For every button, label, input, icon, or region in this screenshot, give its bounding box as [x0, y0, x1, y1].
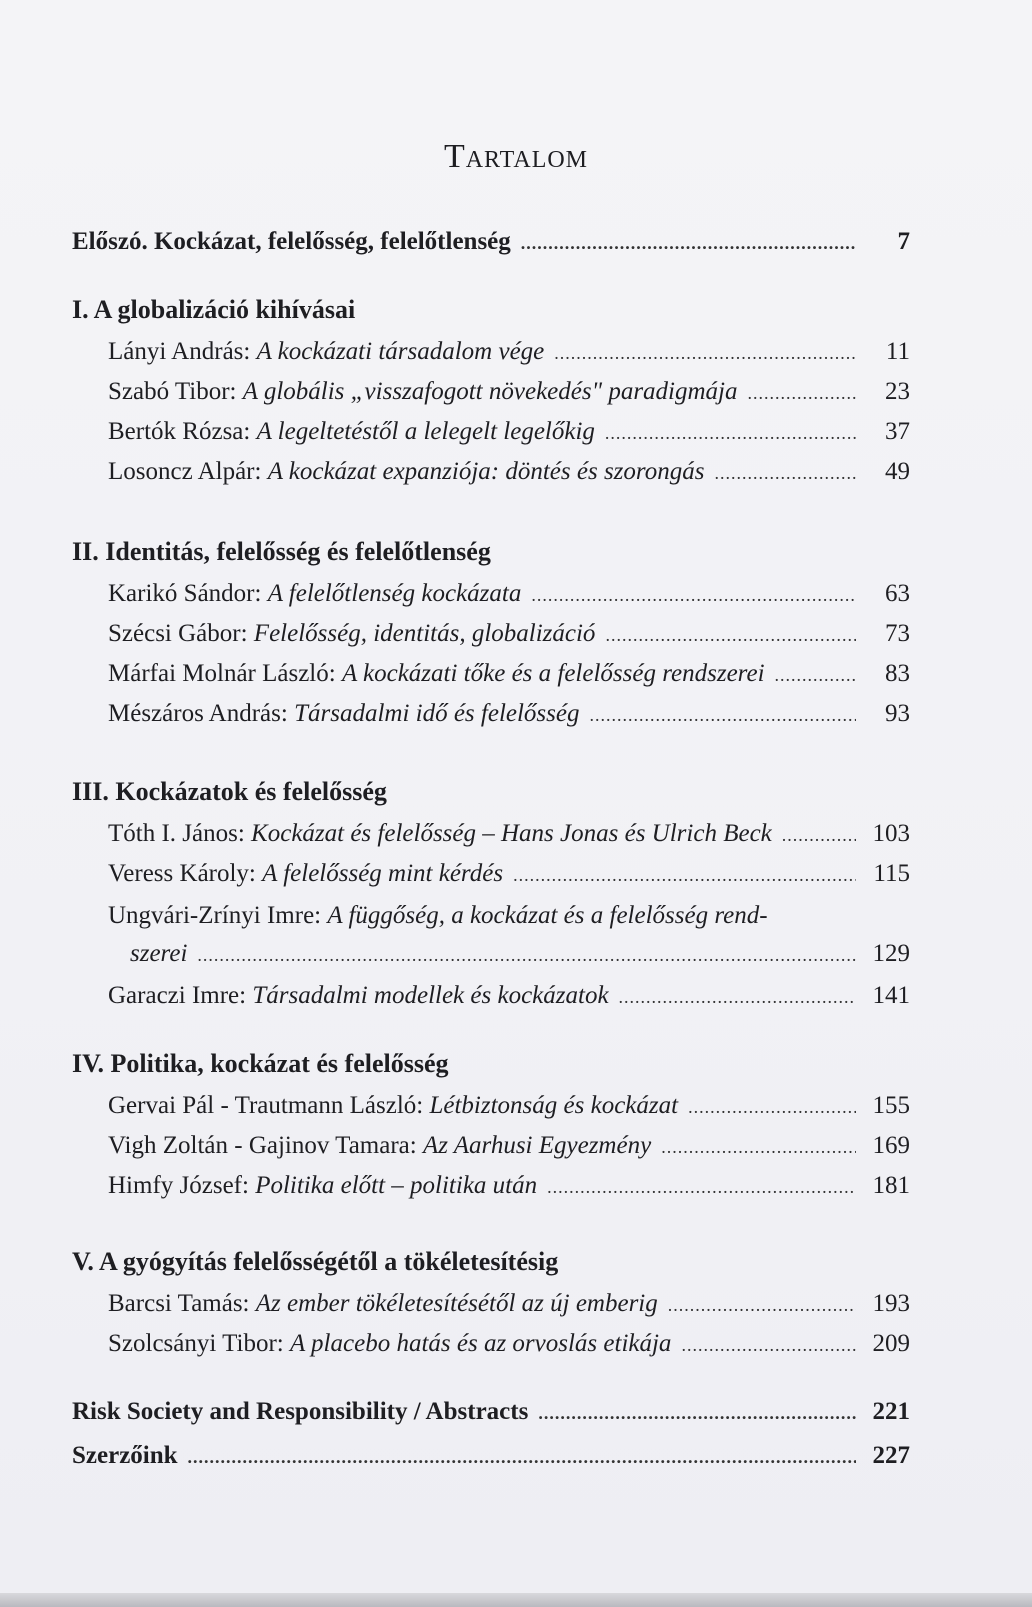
entry-title: A felelőtlenség kockázata — [267, 580, 522, 607]
dot-leader — [661, 1127, 856, 1167]
entry-title-continuation: szerei — [130, 940, 188, 967]
toc-page-number: 93 — [885, 700, 910, 727]
toc-entry — [72, 412, 910, 452]
entry-title: A globális „visszafogott növekedés" paradigmája — [242, 378, 738, 405]
entry-author: Szécsi Gábor: — [108, 620, 248, 647]
entry-title: Politika előtt – politika után — [255, 1172, 538, 1199]
toc-page-number: 103 — [872, 820, 910, 847]
toc-entry — [72, 452, 910, 492]
toc-preface — [72, 222, 910, 262]
entry-title: A legeltetéstől a lelegelt legelőkig — [256, 418, 595, 445]
toc-page-number: 115 — [873, 860, 910, 887]
entry-author: Szabó Tibor: — [108, 378, 237, 405]
dot-leader — [714, 453, 856, 493]
toc-page-number: 83 — [885, 660, 910, 687]
toc-entry — [72, 1324, 910, 1364]
dot-leader — [531, 575, 856, 615]
entry-author: Himfy József: — [108, 1172, 249, 1199]
scan-edge — [0, 1593, 1032, 1607]
toc-entry — [72, 694, 910, 734]
dot-leader — [748, 373, 856, 413]
dot-leader — [688, 1087, 856, 1127]
page-title: Tartalom — [443, 138, 589, 175]
toc-authors — [72, 1436, 910, 1476]
entry-title: Felelősség, identitás, globalizáció — [253, 620, 596, 647]
toc-entry — [72, 1284, 910, 1324]
toc-entry — [72, 814, 910, 854]
entry-author: Tóth I. János: — [108, 820, 245, 847]
dot-leader — [554, 333, 856, 373]
entry-author: Szolcsányi Tibor: — [108, 1330, 284, 1357]
entry-title: A placebo hatás és az orvoslás etikája — [289, 1330, 672, 1357]
dot-leader — [782, 815, 856, 855]
dot-leader — [668, 1285, 856, 1325]
dot-leader — [547, 1167, 856, 1207]
toc-page-number: 155 — [872, 1092, 910, 1119]
section-heading: V. A gyógyítás felelősségétől a tökéletesítésig — [72, 1247, 559, 1276]
toc-page-number: 181 — [872, 1172, 910, 1199]
entry-author: Losoncz Alpár: — [108, 458, 262, 485]
entry-author: Veress Károly: — [108, 860, 256, 887]
entry-author: Garaczi Imre: — [108, 982, 247, 1009]
toc-abstracts — [72, 1392, 910, 1432]
dot-leader — [775, 655, 856, 695]
entry-title: Az Aarhusi Egyezmény — [422, 1132, 652, 1159]
dot-leader — [605, 413, 856, 453]
toc-page-number: 227 — [872, 1442, 910, 1469]
entry-title: Társadalmi idő és felelősség — [294, 700, 580, 727]
dot-leader — [521, 223, 856, 263]
toc-page-number: 221 — [872, 1398, 910, 1425]
section-heading: I. A globalizáció kihívásai — [72, 295, 356, 324]
toc-entry — [72, 372, 910, 412]
toc-entry — [72, 332, 910, 372]
entry-author: Gervai Pál - Trautmann László: — [108, 1092, 424, 1119]
toc-page-number: 73 — [885, 620, 910, 647]
dot-leader — [590, 695, 857, 735]
toc-authors-label: Szerzőink — [72, 1442, 178, 1469]
entry-title: Társadalmi modellek és kockázatok — [252, 982, 609, 1009]
toc-entry — [72, 854, 910, 894]
dot-leader — [619, 977, 856, 1017]
toc-page-number: 169 — [872, 1132, 910, 1159]
entry-title: A függőség, a kockázat és a felelősség rend- — [327, 902, 768, 929]
toc-page-number: 37 — [885, 418, 910, 445]
toc-entry — [72, 614, 910, 654]
toc-page-number: 129 — [872, 940, 910, 967]
toc-page-number: 11 — [885, 338, 910, 365]
toc-page-number: 141 — [872, 982, 910, 1009]
dot-leader — [513, 855, 856, 895]
toc-page-number: 63 — [885, 580, 910, 607]
entry-title: Az ember tökéletesítésétől az új emberig — [255, 1290, 658, 1317]
toc-entry — [72, 574, 910, 614]
entry-author: Mészáros András: — [108, 700, 288, 727]
toc-page-number: 23 — [885, 378, 910, 405]
dot-leader — [188, 1437, 856, 1477]
entry-author: Bertók Rózsa: — [108, 418, 251, 445]
entry-title: Kockázat és felelősség – Hans Jonas és Ulrich Beck — [251, 820, 772, 847]
entry-author: Lányi András: — [108, 338, 251, 365]
dot-leader — [605, 615, 856, 655]
toc-abstracts-label: Risk Society and Responsibility / Abstracts — [72, 1398, 529, 1425]
entry-title: A kockázati társadalom vége — [256, 338, 545, 365]
section-heading: III. Kockázatok és felelősség — [72, 777, 387, 806]
entry-title: A kockázati tőke és a felelősség rendszerei — [341, 660, 765, 687]
toc-page-number: 49 — [885, 458, 910, 485]
entry-title: A kockázat expanziója: döntés és szorongás — [267, 458, 705, 485]
entry-author: Barcsi Tamás: — [108, 1290, 250, 1317]
dot-leader — [538, 1393, 856, 1433]
entry-author: Karikó Sándor: — [108, 580, 262, 607]
entry-title: Létbiztonság és kockázat — [429, 1092, 679, 1119]
toc-page-number: 193 — [872, 1290, 910, 1317]
toc-entry-continuation — [72, 934, 910, 974]
entry-title: A felelősség mint kérdés — [262, 860, 504, 887]
section-heading: IV. Politika, kockázat és felelősség — [72, 1049, 449, 1078]
toc-preface-label: Előszó. Kockázat, felelősség, felelőtlenség — [72, 228, 511, 255]
entry-author: Ungvári-Zrínyi Imre: — [108, 902, 322, 929]
toc-entry — [72, 1126, 910, 1166]
toc-entry-first-line — [108, 896, 768, 936]
entry-author: Márfai Molnár László: — [108, 660, 336, 687]
toc-page-number: 7 — [897, 228, 910, 255]
toc-entry — [72, 1166, 910, 1206]
toc-entry — [72, 1086, 910, 1126]
section-heading: II. Identitás, felelősség és felelőtlenség — [72, 537, 491, 566]
toc-entry — [72, 654, 910, 694]
entry-author: Vigh Zoltán - Gajinov Tamara: — [108, 1132, 417, 1159]
toc-page-number: 209 — [872, 1330, 910, 1357]
dot-leader — [681, 1325, 856, 1365]
dot-leader — [197, 935, 856, 975]
toc-entry — [72, 976, 910, 1016]
